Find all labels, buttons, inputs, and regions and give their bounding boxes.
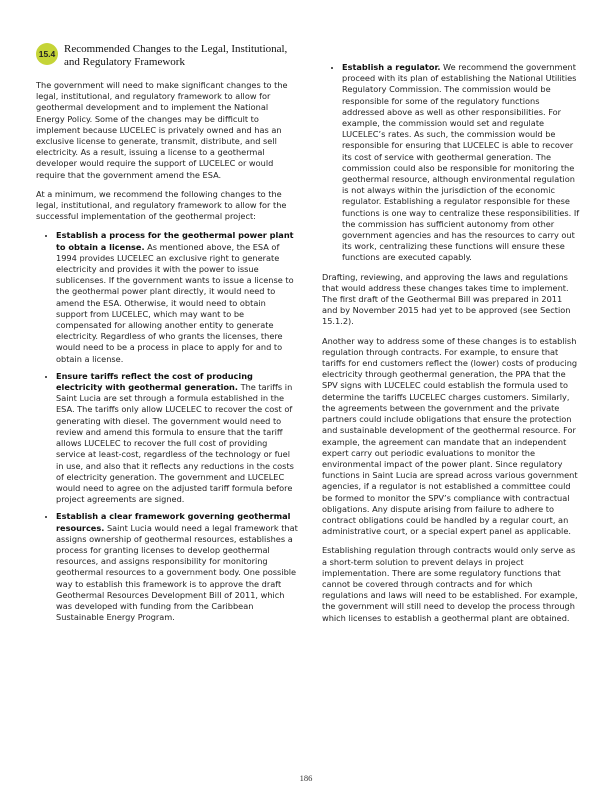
short-term-paragraph: Establishing regulation through contracts would only serve as a short-term solution to prevent delays in project implementation. There are some regulatory functions that cannot be covered through contracts and for which regulations and laws will need to be established. For example, the government will still need to develop the process through which licenses to establish a geothermal plant are obtained. xyxy=(322,545,578,623)
list-item-text: We recommend the government proceed with its plan of establishing the National Utilities Regulatory Commission. The commission would be responsible for some of the regulatory functions addressed above as well as other responsibilities. For example, the commission would set and regulate LUCELEC’s rates. As such, the commission would be responsible for ensuring that LUCELEC is able to recover its cost of service with geothermal generation. The commission could also be responsible for monitoring the geothermal resource, although environmental regulation is not always within the jurisdiction of the economic regulator. Establishing a regulator responsible for these functions is one way to centralize these responsibilities. If the commission has sufficient autonomy from other government agencies and has the resources to carry out its work, centralizing these functions will ensure these functions are executed capably. xyxy=(342,62,580,263)
page-number: 186 xyxy=(299,773,313,783)
drafting-paragraph: Drafting, reviewing, and approving the laws and regulations that would address these changes takes time to implement. The first draft of the Geothermal Bill was prepared in 2011 and by November 2015 had yet to be approved (see Section 15.1.2). xyxy=(322,271,571,327)
contracts-paragraph: Another way to address some of these changes is to establish regulation through contracts. For example, to ensure that tariffs for end customers reflect the (lower) costs of producing electricity through geothermal generation, the PPA that the SPV signs with LUCELEC could establish the formula used to determine the tariffs LUCELEC charges customers. Similarly, the agreements between the government and the private partners could include obligations that ensure the protection and sustainable development of the geothermal resource. For example, the agreement can mandate that an independent expert carry out periodic evaluations to monitor the environmental impact of the power plant. Since regulatory functions in Saint Lucia are spread across various government agencies, if a regulator is not established a committee could be formed to monitor the SPV’s compliance with contractual obligations. Any dispute arising from failure to adhere to contract obligations could be handled by a regular court, an administrative court, or a special expert panel as applicable. xyxy=(322,335,578,537)
list-item-regulator xyxy=(342,62,580,264)
list-item-title: Ensure tariffs reflect the cost of producing electricity with geothermal generation. xyxy=(56,370,253,393)
list-item-title: Establish a process for the geothermal power plant to obtain a license. xyxy=(56,230,294,252)
list-item-framework xyxy=(56,511,298,623)
list-item-tariffs xyxy=(56,371,298,505)
list-item-text: As mentioned above, the ESA of 1994 provides LUCELEC an exclusive right to generate electricity and provides it with the power to issue sublicenses. If the government wants to issue a license to the geothermal power plant directly, it would need to amend the ESA. Otherwise, it would need to obtain support from LUCELEC, which may want to be compensated for allowing another entity to generate electricity. Regardless of who grants the licenses, there would need to be a process in place to apply for and to obtain a license. xyxy=(56,241,294,364)
list-item-license xyxy=(56,230,298,364)
list-item-text: The tariffs in Saint Lucia are set through a formula established in the ESA. The tariffs only allow LUCELEC to recover the cost of generating with diesel. The government would need to review and amend this formula to ensure that the tariff allows LUCELEC to recover the full cost of providing service at least-cost, regardless of the technology or fuel in use, and also that it reflects any reductions in the costs of electricity generation. The government and LUCELEC would need to agree on the adjusted tariff formula before project agreements are signed. xyxy=(56,382,294,505)
recommendation-list-continued xyxy=(322,62,580,264)
list-item-title: Establish a regulator. xyxy=(342,62,441,72)
recommendation-list xyxy=(36,230,298,623)
right-column xyxy=(322,62,580,632)
section-number-badge: 15.4 xyxy=(36,43,58,65)
recommendation-intro-paragraph: At a minimum, we recommend the following changes to the legal, institutional, and regulatory framework to allow for the successful implementation of the geothermal project: xyxy=(36,188,287,222)
list-item-text: Saint Lucia would need a legal framework that assigns ownership of geothermal resources, establishes a process for granting licenses to develop geothermal resources, and assigns responsibility for monitoring geothermal resources to a government body. One possible way to establish this framework is to approve the draft Geothermal Resources Development Bill of 2011, which was developed with funding from the Caribbean Sustainable Energy Program. xyxy=(56,522,298,623)
section-heading: Recommended Changes to the Legal, Institutional, and Regulatory Framework xyxy=(64,43,288,68)
list-item-title: Establish a clear framework governing geothermal resources. xyxy=(56,511,291,533)
left-column xyxy=(36,80,298,631)
intro-paragraph: The government will need to make significant changes to the legal, institutional, and regulatory framework to allow for geothermal development and to implement the National Energy Policy. Some of the changes may be difficult to implement because LUCELEC is privately owned and has an exclusive license to generate, transmit, distribute, and sell electricity. As a result, issuing a license to a geothermal developer would require the support of LUCELEC or would require that the government amend the ESA. xyxy=(36,80,288,180)
